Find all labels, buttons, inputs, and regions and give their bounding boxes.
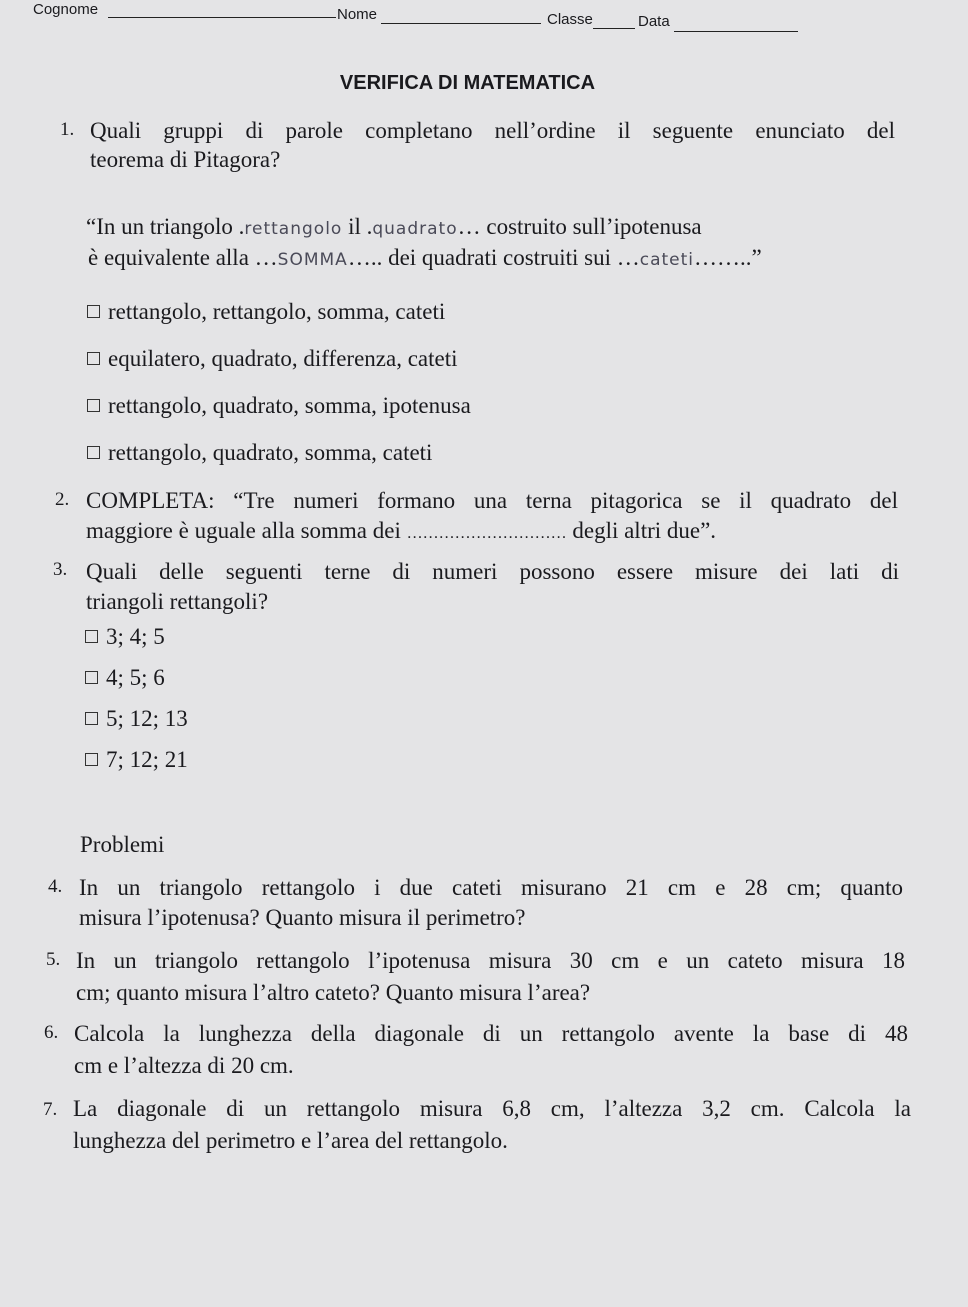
nome-label: Nome [337, 6, 378, 23]
answer-blank-3[interactable]: SOMMA [277, 250, 348, 270]
q1-option-4[interactable]: rettangolo, quadrato, somma, cateti [87, 440, 432, 466]
q7-text-line2: lunghezza del perimetro e l’area del rettangolo. [73, 1128, 508, 1153]
answer-blank-2[interactable]: quadrato [372, 219, 458, 239]
q6-text-line2: cm e l’altezza di 20 cm. [74, 1053, 294, 1078]
nome-field[interactable] [381, 9, 541, 24]
q7-text-line1: La diagonale di un rettangolo misura 6,8 cm, l’altezza 3,2 cm. Calcola la [73, 1096, 911, 1121]
checkbox-icon[interactable] [85, 712, 98, 725]
question-number-3: 3. [53, 559, 68, 580]
q1-option-2[interactable]: equilatero, quadrato, differenza, cateti [87, 346, 458, 372]
q1-text-line2: teorema di Pitagora? [90, 147, 281, 172]
answer-blank-5[interactable]: ………………………… [406, 525, 567, 542]
q2-text-line2 [86, 516, 716, 548]
q1-s1-part-b: il . [342, 214, 373, 239]
checkbox-icon[interactable] [87, 399, 100, 412]
q3-option-4[interactable]: 7; 12; 21 [85, 747, 188, 773]
q1-s2-part-a: è equivalente alla … [88, 245, 278, 270]
q1-s2-part-b: ….. dei quadrati costruiti sui … [347, 245, 640, 270]
data-field[interactable] [674, 17, 798, 32]
answer-blank-1[interactable]: rettangolo [244, 219, 343, 239]
q3-text-line2: triangoli rettangoli? [86, 589, 269, 614]
problems-heading: Problemi [80, 832, 165, 857]
q1-option-3[interactable]: rettangolo, quadrato, somma, ipotenusa [87, 393, 471, 419]
q2-text-line1: COMPLETA: “Tre numeri formano una terna pitagorica se il quadrato del [86, 488, 898, 513]
q3-option-3[interactable]: 5; 12; 13 [85, 706, 188, 732]
question-number-4: 4. [48, 876, 63, 897]
cognome-field[interactable] [108, 3, 336, 18]
checkbox-icon[interactable] [85, 671, 98, 684]
checkbox-icon[interactable] [85, 630, 98, 643]
q1-option-1[interactable]: rettangolo, rettangolo, somma, cateti [87, 299, 445, 325]
checkbox-icon[interactable] [87, 305, 100, 318]
q1-statement-line2 [88, 243, 762, 275]
q3-option-2[interactable]: 4; 5; 6 [85, 665, 165, 691]
question-number-6: 6. [44, 1022, 59, 1043]
question-number-1: 1. [60, 119, 75, 140]
q1-text-line1: Quali gruppi di parole completano nell’ordine il seguente enunciato del [90, 118, 895, 143]
page-title: VERIFICA DI MATEMATICA [339, 72, 596, 94]
q5-text-line2: cm; quanto misura l’altro cateto? Quanto misura l’area? [76, 980, 591, 1005]
q4-text-line1: In un triangolo rettangolo i due cateti misurano 21 cm e 28 cm; quanto [79, 875, 903, 900]
q5-text-line1: In un triangolo rettangolo l’ipotenusa misura 30 cm e un cateto misura 18 [76, 948, 905, 973]
q4-text-line2: misura l’ipotenusa? Quanto misura il perimetro? [79, 905, 526, 930]
data-label: Data [638, 13, 670, 30]
cognome-label: Cognome [33, 1, 99, 18]
q1-s1-part-a: “In un triangolo . [86, 214, 245, 239]
question-number-2: 2. [55, 489, 70, 510]
classe-field[interactable] [593, 14, 635, 29]
q6-text-line1: Calcola la lunghezza della diagonale di un rettangolo avente la base di 48 [74, 1021, 908, 1046]
checkbox-icon[interactable] [85, 753, 98, 766]
question-number-7: 7. [43, 1099, 58, 1120]
q1-statement-line1 [86, 212, 898, 244]
q3-text-line1: Quali delle seguenti terne di numeri possono essere misure dei lati di [86, 559, 899, 584]
q3-option-1[interactable]: 3; 4; 5 [85, 624, 165, 650]
q1-s2-part-c: ……..” [694, 245, 762, 270]
checkbox-icon[interactable] [87, 352, 100, 365]
q2-line2-part-a: maggiore è uguale alla somma dei [86, 518, 407, 543]
classe-label: Classe [547, 11, 593, 28]
answer-blank-4[interactable]: cateti [639, 250, 695, 270]
q1-s1-part-c: … costruito sull’ipotenusa [457, 214, 702, 239]
checkbox-icon[interactable] [87, 446, 100, 459]
q2-line2-part-b: degli altri due”. [566, 518, 717, 543]
question-number-5: 5. [46, 949, 61, 970]
